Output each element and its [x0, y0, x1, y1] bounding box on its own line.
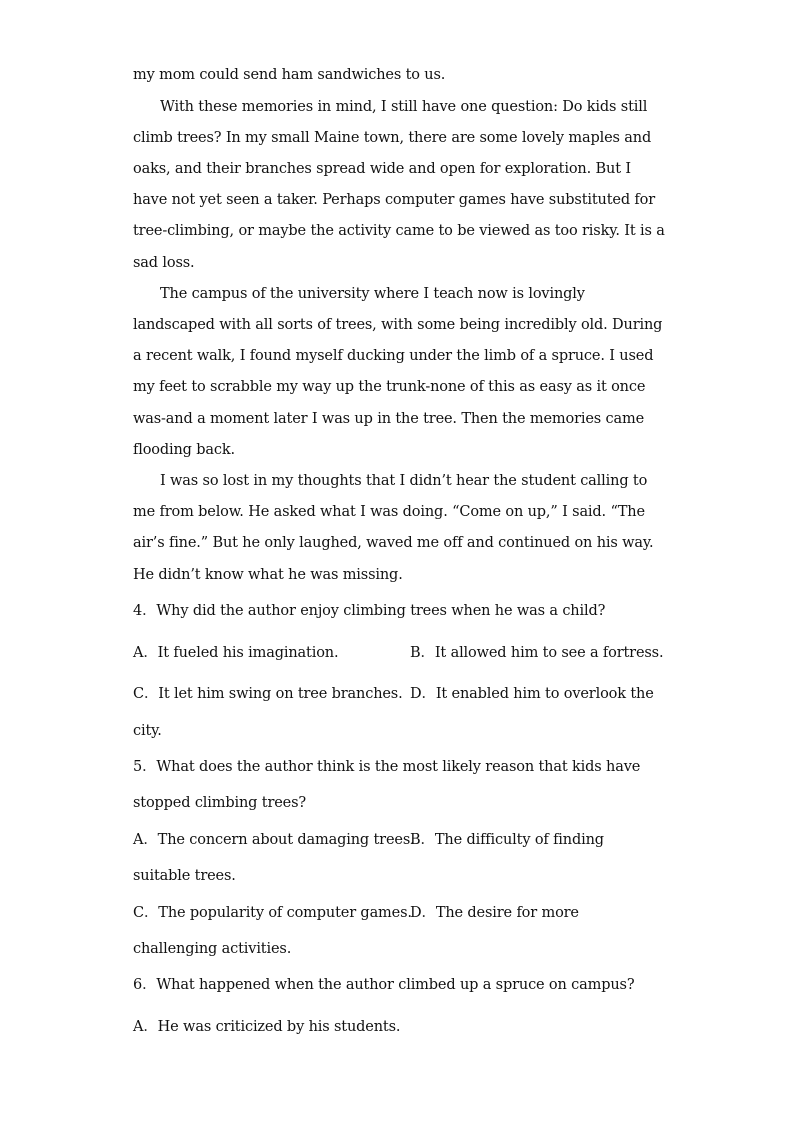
question-6-option-a: A．He was criticized by his students. — [133, 1019, 401, 1035]
question-5-option-b-continued: suitable trees. — [133, 868, 236, 884]
passage-line: sad loss. — [133, 255, 195, 271]
passage-line: With these memories in mind, I still have one question: Do kids still — [160, 99, 648, 115]
passage-line: I was so lost in my thoughts that I didn’t hear the student calling to — [160, 473, 648, 489]
question-5-option-b: B．The difficulty of finding — [410, 832, 604, 848]
question-4-option-a: A．It fueled his imagination. — [133, 645, 339, 661]
question-5-option-d-continued: challenging activities. — [133, 941, 292, 957]
question-4-option-b: B．It allowed him to see a fortress. — [410, 645, 664, 661]
question-4-option-d: D．It enabled him to overlook the — [410, 686, 654, 702]
passage-line: was-and a moment later I was up in the tree. Then the memories came — [133, 411, 645, 427]
passage-line: flooding back. — [133, 442, 235, 458]
passage-line: a recent walk, I found myself ducking under the limb of a spruce. I used — [133, 348, 654, 364]
passage-line: my feet to scrabble my way up the trunk-none of this as easy as it once — [133, 379, 646, 395]
passage-line: The campus of the university where I teach now is lovingly — [160, 286, 585, 302]
question-5-option-c: C．The popularity of computer games. — [133, 905, 412, 921]
passage-line: air’s fine.” But he only laughed, waved me off and continued on his way. — [133, 535, 654, 551]
question-6-stem: 6．What happened when the author climbed up a spruce on campus? — [133, 977, 635, 993]
passage-line: have not yet seen a taker. Perhaps computer games have substituted for — [133, 192, 656, 208]
passage-line: tree-climbing, or maybe the activity came to be viewed as too risky. It is a — [133, 223, 665, 239]
question-4-option-d-continued: city. — [133, 723, 162, 739]
question-4-option-c: C．It let him swing on tree branches. — [133, 686, 403, 702]
passage-line: oaks, and their branches spread wide and open for exploration. But I — [133, 161, 631, 177]
question-5-stem: 5．What does the author think is the most likely reason that kids have — [133, 759, 641, 775]
passage-line: landscaped with all sorts of trees, with some being incredibly old. During — [133, 317, 663, 333]
question-5-option-d: D．The desire for more — [410, 905, 579, 921]
question-5-option-a: A．The concern about damaging trees. — [133, 832, 415, 848]
question-5-stem-continued: stopped climbing trees? — [133, 795, 307, 811]
passage-line: climb trees? In my small Maine town, there are some lovely maples and — [133, 130, 652, 146]
passage-line: me from below. He asked what I was doing. “Come on up,” I said. “The — [133, 504, 645, 520]
question-4-stem: 4．Why did the author enjoy climbing trees when he was a child? — [133, 603, 606, 619]
passage-line: my mom could send ham sandwiches to us. — [133, 67, 446, 83]
passage-line: He didn’t know what he was missing. — [133, 567, 403, 583]
